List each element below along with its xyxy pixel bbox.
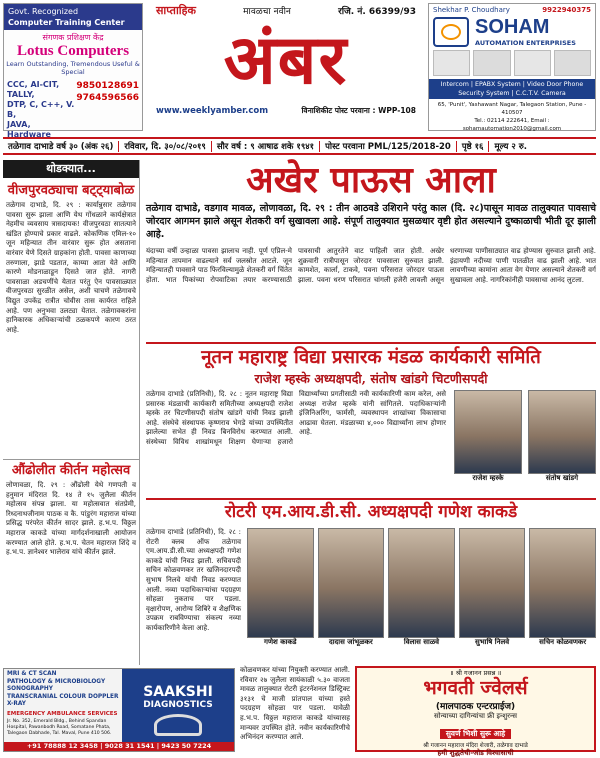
soham-subtitle: AUTOMATION ENTERPRISES bbox=[475, 39, 576, 47]
rotary-photo-1 bbox=[247, 528, 314, 654]
soham-services-line: Security System | C.C.T.V. Camera bbox=[458, 90, 566, 97]
bottom-story-body: कोळवणकर यांच्या नियुक्ती करण्यात आली. रविवार २७ जुलैला सायंकाळी ५.३० वाजता मावळ तालुक्यात रोटरी इंटरनॅशनल डिस्ट्रिक्ट ३१३१ चे माजी प्रांतपाल यांच्या हस्ते पदग्रहण सोहळा पार पडला. यावेळी ह.भ.प. विठ्ठल महाराज काकडे यांच्यासह मान्यवर उपस्थित होते. नवीन कार्यकारिणीचे अभिनंदन करण्यात आले. bbox=[240, 666, 350, 742]
lotus-tagline: Learn Outstanding, Tremendous Useful & Special bbox=[6, 60, 140, 76]
newspaper-title: अंबर bbox=[223, 20, 349, 100]
soham-contact: Tel.: 02114 222641, Email : sohamautomation2010@gmail.com bbox=[462, 118, 562, 132]
soham-owner: Shekhar P. Choudhary bbox=[433, 6, 510, 14]
mri-machine-icon bbox=[154, 714, 202, 736]
story-power-title: वीजपुरवठ्याचा बट्ट्याबोळ bbox=[7, 183, 135, 198]
lead-body: यंदाच्या वर्षी उन्हाळा पावसा झालाच नाही. पूर्ण एप्रिल-मे महिन्यात तापमान वाढल्याने सर्व जलस्रोत आटले. जून महिन्यातही पावसाने पाठ फिरविल्यामुळे शेतकरी वर्ग चिंतेत होता. भात पिकांच्या रोपवाटिका तयार करण्यासाठी पावसाची आतुरतेने वाट पाहिली जात होती. अखेर शुक्रवारी रात्रीपासून जोरदार पावसाला सुरुवात झाली. कामशेत, कार्ला, टाकवे, पवना परिसरात जोरदार पाऊस झाला. पवना धरण परिसरात चांगली हजेरी लावली असून धरणाच्या पाणीसाठ्यात वाढ होण्यास सुरुवात झाली आहे. इंद्रायणी नदीच्या पाणी पातळीत वाढ झाली आहे. भात लावणीच्या कामांना आता वेग येणार असल्याने शेतकरी वर्ग सुखावला आहे. नागरिकांनीही पावसाचा आनंद लुटला. bbox=[146, 247, 596, 284]
diagnostics-services bbox=[7, 671, 119, 709]
bhagwati-offer: सुवर्ण भिशी सुरू आहे bbox=[440, 729, 511, 739]
mandal-story bbox=[146, 346, 596, 496]
lead-story bbox=[146, 160, 596, 340]
photo-caption: सुभाषि निलवे bbox=[475, 638, 510, 646]
mandal-headline: नूतन महाराष्ट्र विद्या प्रसारक मंडळ कार्यकारी समिति bbox=[201, 347, 541, 368]
dateline-price: मूल्य २ रु. bbox=[494, 141, 528, 152]
section-rule bbox=[146, 498, 596, 500]
portrait-photo bbox=[454, 390, 522, 474]
bhagwati-jewellers-ad bbox=[355, 666, 596, 757]
photo-caption: विलास साळवे bbox=[403, 638, 440, 646]
lotus-phone: 9764596566 bbox=[76, 93, 139, 103]
diagnostics-service: X-RAY bbox=[7, 701, 26, 707]
diagnostics-name: SAAKSHI bbox=[143, 684, 213, 700]
portrait-photo bbox=[528, 390, 596, 474]
portrait-photo bbox=[459, 528, 526, 638]
soham-logo-icon bbox=[433, 17, 469, 47]
bhagwati-footer: हमी शुद्धतेची-जोड विश्वासाची bbox=[437, 749, 514, 757]
briefs-section-title: थोडक्यात... bbox=[3, 160, 139, 178]
bhagwati-insurance-line: सोन्याच्या दागिन्यांचा फ्री इन्शुरन्स bbox=[434, 712, 517, 720]
lotus-course-line: JAVA, Hardware bbox=[7, 120, 51, 139]
left-column bbox=[3, 160, 140, 665]
mandal-subhead: राजेश म्हस्के अध्यक्षपदी, संतोष खांडगे चिटणीसपदी bbox=[254, 371, 488, 386]
bhagwati-top-line: ॥ श्री गजानन प्रसन्न ॥ bbox=[449, 669, 502, 677]
lotus-marathi-line: संगणक प्रशिक्षण केंद्र bbox=[42, 33, 104, 42]
rotary-photo-5 bbox=[529, 528, 596, 654]
soham-automation-ad bbox=[428, 3, 596, 131]
portrait-photo bbox=[247, 528, 314, 638]
mandal-photo-2 bbox=[528, 390, 596, 492]
rotary-headline: रोटरी एम.आय.डी.सी. अध्यक्षपदी गणेश काकडे bbox=[224, 502, 518, 522]
saakshi-diagnostics-ad bbox=[3, 668, 235, 752]
photo-caption: संतोष खांडगे bbox=[545, 474, 579, 482]
lotus-phones bbox=[76, 80, 139, 140]
door-phone-icon bbox=[514, 50, 551, 76]
lotus-phone: 9850128691 bbox=[76, 81, 139, 91]
dateline-date: रविवार, दि. ३०/०८/२०१९ bbox=[119, 141, 211, 152]
bhagwati-address: श्री गजानन महाराज मंदिरा शेजारी, तळेगाव दाभाडे bbox=[423, 743, 528, 749]
rotary-story bbox=[146, 501, 596, 661]
lotus-name: Lotus Computers bbox=[16, 43, 130, 59]
story-kirtan-title: औंढोलीत कीर्तन महोत्सव bbox=[11, 463, 131, 478]
diagnostics-phones: +91 78888 12 3458 | 9028 31 1541 | 9423 50 7224 bbox=[4, 742, 234, 751]
diagnostics-address: Jr. No. 352, Emerald Bldg., Behind Spandan Hospital, Pawanbodh Road, Somatane Phata, Talegaon Dabhade, Tal. Maval, Pune 410 506. bbox=[7, 718, 112, 736]
soham-phone: 9922940375 bbox=[542, 6, 591, 14]
photo-caption: सचिन कोळवणकर bbox=[539, 638, 587, 646]
masthead bbox=[150, 3, 422, 131]
dateline-bar bbox=[3, 137, 596, 155]
soham-services-line: Intercom | EPABX System | Video Door Phone bbox=[440, 81, 584, 88]
postal-permit: विनाशिकीट पोस्ट परवाना : WPP-108 bbox=[301, 106, 416, 115]
diagnostics-service: SONOGRAPHY bbox=[7, 686, 53, 692]
soham-product-images bbox=[429, 47, 595, 79]
diagnostics-name2: DIAGNOSTICS bbox=[143, 700, 213, 710]
camera-icon bbox=[473, 50, 510, 76]
bhagwati-subtitle: (मालपाठक एन्टरप्राईज) bbox=[435, 702, 516, 712]
lotus-center-line: Computer Training Center bbox=[8, 18, 125, 27]
portrait-photo bbox=[388, 528, 455, 638]
section-rule bbox=[146, 342, 596, 344]
portrait-photo bbox=[529, 528, 596, 638]
photo-caption: गणेश काकडे bbox=[264, 638, 297, 646]
website-link[interactable]: www.weeklyamber.com bbox=[156, 106, 269, 116]
intercom-icon bbox=[433, 50, 470, 76]
photo-caption: राजेश म्हस्के bbox=[472, 474, 504, 482]
lead-headline: अखेर पाऊस आला bbox=[246, 159, 496, 201]
rotary-photo-2 bbox=[318, 528, 385, 654]
diagnostics-service: TRANSCRANIAL COLOUR DOPPLER bbox=[7, 693, 119, 700]
lotus-courses bbox=[7, 80, 76, 140]
dateline-post: पोस्ट परवाना PML/125/2018-20 bbox=[320, 141, 457, 152]
diagnostics-service: MRI & CT SCAN bbox=[7, 671, 57, 677]
story-kirtan-body: लोणावळा, दि. २९ : औंढोली येथे गणपती व हनुमान मंदिरात दि. १४ ते १५ जुलैला कीर्तन महोत्सव संपन्न झाला. या महोत्सवात संतप्रेमी, रिध्दनाथजीनाम पाठक व कै. पांडुरंग महाराज यांच्या प्रसिद्ध परंपरेत कीर्तन सादर झाले. ह.भ.प. विठ्ठल महाराज काकडे यांच्या मार्गदर्शनाखाली आयोजन करण्यात आले होते. ह.भ.प. चेतन महाराज शिंदे व ह.भ.प. ज्ञानेश्वर भालेराव यांचे कीर्तन झाले. bbox=[6, 481, 136, 557]
cctv-icon bbox=[554, 50, 591, 76]
portrait-photo bbox=[318, 528, 385, 638]
rotary-photo-3 bbox=[388, 528, 455, 654]
mandal-body: तळेगाव दाभाडे (प्रतिनिधी), दि. २८ : नूतन महाराष्ट्र विद्या प्रसारक मंडळाची कार्यकारी समितीच्या अध्यक्षपदी राजेश म्हस्के तर चिटणीसपदी संतोष खांडगे यांची निवड झाली आहे. संस्थेचे संस्थापक कृष्णराव भेगडे यांच्या उपस्थितीत झालेल्या सभेत ही निवड बिनविरोध करण्यात आली. संस्थेच्या विविध शाखांमधून शिक्षण घेणाऱ्या हजारो विद्यार्थ्यांच्या प्रगतीसाठी नवी कार्यकारिणी काम करेल, असे अध्यक्ष राजेश म्हस्के यांनी सांगितले. पदाधिकाऱ्यांनी इंजिनिअरिंग, फार्मसी, व्यवस्थापन शाखांच्या विकासाचा आढावा घेतला. मंडळाच्या ४,००० विद्यार्थ्यांना लाभ होणार आहे. bbox=[146, 390, 446, 446]
soham-name: SOHAM bbox=[475, 16, 550, 38]
lotus-course-line: DTP, C, C++, V. B, bbox=[7, 100, 75, 119]
weekly-label: साप्ताहिक bbox=[156, 4, 196, 17]
lead-intro: तळेगाव दाभाडे, वडगाव मावळ, लोणावळा, दि. २९ : तीन आठवडे उशिराने परंतु काल (दि. २८)पासून मावळ तालुक्यात पावसाचे जोरदार आगमन झाले असून शेतकरी वर्ग सुखावला आहे. संपूर्ण तालुक्यात मुसळधार वृष्टी होत असल्याने दुष्काळाची भीती दूर झाली आहे. bbox=[146, 203, 596, 240]
lotus-govt-line: Govt. Recognized bbox=[8, 7, 79, 16]
dateline-pages: पृष्ठे १६ bbox=[457, 141, 490, 152]
lotus-course-line: CCC, AI-CIT, TALLY, bbox=[7, 80, 60, 99]
lotus-computers-ad bbox=[3, 3, 143, 139]
lotus-top-banner bbox=[4, 4, 142, 30]
diagnostics-emergency: EMERGENCY AMBULANCE SERVICES bbox=[7, 710, 118, 717]
diagnostics-service: PATHOLOGY & MICROBIOLOGY bbox=[7, 678, 106, 685]
edition-label: मावळचा नवीन bbox=[243, 7, 291, 17]
bhagwati-name: भगवती ज्वेलर्स bbox=[423, 677, 528, 699]
photo-caption: दादास जांभूळकर bbox=[329, 638, 373, 646]
dateline-place: तळेगाव दाभाडे वर्ष ३० (अंक २६) bbox=[3, 141, 119, 152]
soham-address: 65, 'Punit', Yashawant Nagar, Talegaon Station, Pune - 410507 bbox=[437, 102, 587, 116]
story-power-body: तळेगाव दाभाडे, दि. २९ : कार्यान्नुसार तळेगाव पावसा सुरू झाला आणि येथ गोंधळाने कार्यक्षेत्रात नेहमीच व्यवसाय त्रासदायक! वीजपुरवठा सातत्याने खंडित होण्याचे प्रकार वाढले. कोकणिक एमिल-१० जून महिन्यात तीन वारंवार सुरू होत असताना वारंवार येणे दिसते ग्राहकांना होती. पावसा काणाच्या तरुणाला, झाडे पडतात, काय्या आता येते आणि कारणे मोडनाळाडून दिसते जात होते. नागरी पावसाळा अडचणींचे येतात परंतु ऐन पावसाळ्यात वीजपुरवठा सुरळीत असेल, अशी चाचणे तळेगावचे विद्युत उपकेंद्र रात्रीत चोवीस तास कार्यरत राहिले आहे. पण अनुभवा उलट्या येतात. तळेगावकरांना हानिकारक अधिकाऱ्यांची ठळकपणे कारण ठरत आहे. bbox=[6, 201, 136, 334]
dateline-saka: सौर वर्ष : ९ आषाढ शके १९४१ bbox=[212, 141, 320, 152]
rotary-body: तळेगाव दाभाडे (प्रतिनिधी), दि. २८ : रोटरी क्लब ऑफ तळेगाव एम.आय.डी.सी.च्या अध्यक्षपदी गणेश काकडे यांची निवड झाली. सचिवपदी सचिन कोळवणकर तर खजिनदारपदी सुभाष निलवे यांची निवड करण्यात आली. नव्या पदाधिकाऱ्यांचा पदग्रहण सोहळा नुकताच पार पडला. वृक्षारोपण, आरोग्य शिबिरे व शैक्षणिक उपक्रम राबविण्याचा संकल्प नव्या कार्यकारिणीने केला आहे. bbox=[146, 528, 241, 632]
rotary-photo-4 bbox=[459, 528, 526, 654]
divider bbox=[3, 459, 139, 460]
registration-number: रजि. नं. 66399/93 bbox=[338, 7, 416, 17]
mandal-photo-1 bbox=[454, 390, 522, 492]
